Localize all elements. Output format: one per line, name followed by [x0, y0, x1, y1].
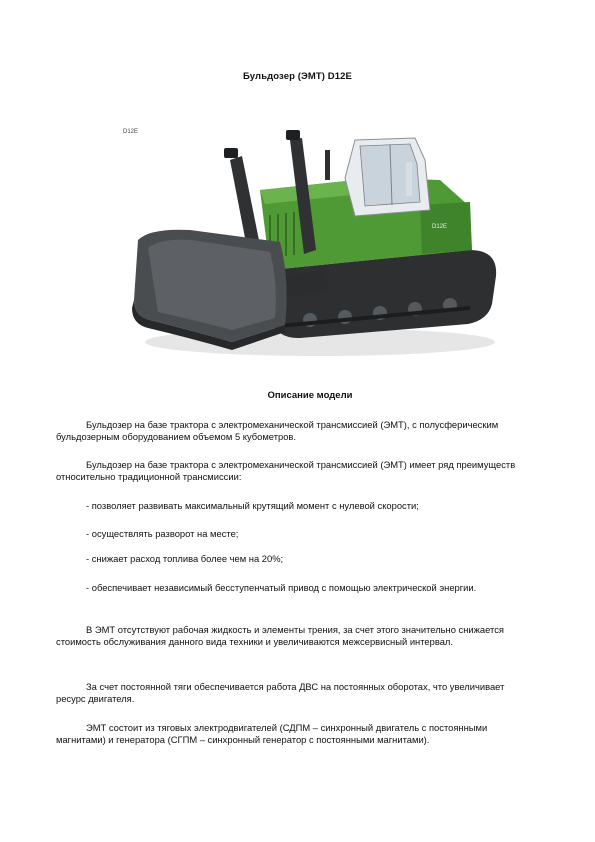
paragraph: Бульдозер на базе трактора с электромеханической трансмиссией (ЭМТ) имеет ряд преимуществ относительно традиционной трансмиссии: — [56, 459, 516, 482]
list-item: - обеспечивает независимый бесступенчатый привод с помощью электрической энергии. — [86, 582, 477, 593]
paragraph: Бульдозер на базе трактора с электромеханической трансмиссией (ЭМТ), с полусферическим бульдозерным оборудованием объемом 5 кубометров. — [56, 419, 499, 442]
list-item: - снижает расход топлива более чем на 20%; — [86, 553, 284, 564]
list-item: - позволяет развивать максимальный крутящий момент с нулевой скорости; — [86, 500, 419, 511]
document-title: Бульдозер (ЭМТ) D12E — [243, 71, 352, 82]
section-title: Описание модели — [267, 390, 353, 401]
paragraph: За счет постоянной тяги обеспечивается работа ДВС на постоянных оборотах, что увеличивает ресурс двигателя. — [56, 681, 505, 704]
paragraph: В ЭМТ отсутствуют рабочая жидкость и элементы трения, за счет этого значительно снижается стоимость обслуживания данного вида техники и увеличиваются межсервисный интервал. — [56, 624, 504, 647]
bulldozer-illustration — [120, 120, 510, 370]
svg-text:D12E: D12E — [432, 224, 448, 230]
paragraph: ЭМТ состоит из тяговых электродвигателей (СДПМ – синхронный двигатель с постоянными магнитами) и генератора (СГПМ – синхронный генератор с постоянными магнитами). — [56, 722, 488, 745]
image-caption: D12E — [123, 129, 139, 135]
list-item: - осуществлять разворот на месте; — [86, 528, 239, 539]
